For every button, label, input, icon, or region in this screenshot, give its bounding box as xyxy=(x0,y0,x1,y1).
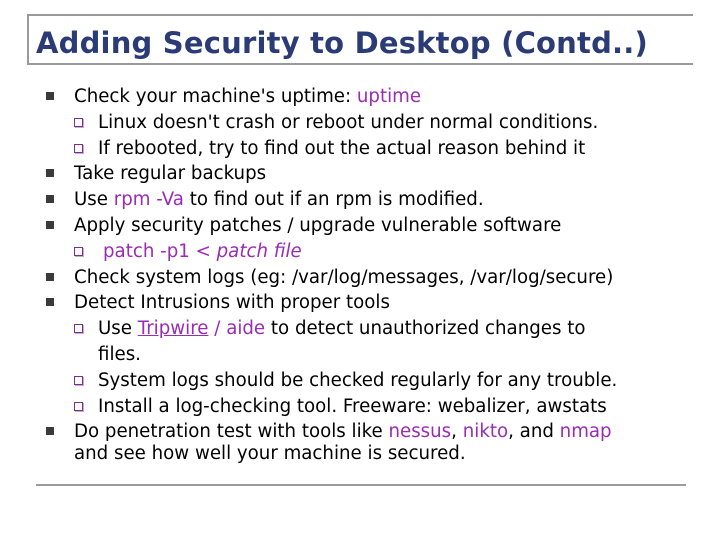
checkbox-bullet-icon xyxy=(74,247,83,256)
sub-bullet-text: Use xyxy=(98,318,138,340)
sub-bullet-patch-command xyxy=(0,239,720,265)
bullet-text: Check your machine's uptime: xyxy=(74,86,357,107)
sub-bullet-tripwire xyxy=(0,316,720,342)
bullet-penetration-test-continued xyxy=(0,441,720,467)
bottom-divider xyxy=(36,484,686,486)
bullet-patches xyxy=(0,213,720,239)
bullet-text: Detect Intrusions with proper tools xyxy=(74,292,390,314)
tripwire-link[interactable]: Tripwire xyxy=(137,318,209,340)
square-bullet-icon xyxy=(46,92,54,100)
command-patch: patch -p1 < xyxy=(103,240,217,262)
tool-nikto: nikto xyxy=(462,421,509,443)
bullet-text: Apply security patches / upgrade vulnerable software xyxy=(74,214,562,236)
checkbox-bullet-icon xyxy=(74,324,83,333)
sub-bullet-text: files. xyxy=(98,343,141,365)
sub-bullet-text: Install a log-checking tool. Freeware: webalizer, awstats xyxy=(98,395,607,417)
title-divider xyxy=(27,63,693,65)
sub-bullet-text: Linux doesn't crash or reboot under normal conditions. xyxy=(98,111,599,133)
square-bullet-icon xyxy=(46,195,54,203)
bullet-text: , xyxy=(451,421,463,443)
square-bullet-icon xyxy=(46,273,54,281)
checkbox-bullet-icon xyxy=(74,376,83,385)
bullet-text: Do penetration test with tools like xyxy=(74,421,389,443)
sub-bullet-no-crash xyxy=(0,110,720,136)
tool-nessus: nessus xyxy=(388,421,452,443)
sub-bullet-text: If rebooted, try to find out the actual reason behind it xyxy=(98,137,586,159)
command-uptime: uptime xyxy=(356,86,422,107)
checkbox-bullet-icon xyxy=(74,402,83,411)
tool-aide: aide xyxy=(226,318,266,340)
bullet-text: and see how well your machine is secured. xyxy=(74,443,466,465)
command-rpm-va: rpm -Va xyxy=(113,189,184,211)
command-patch-file: patch file xyxy=(216,240,302,262)
sub-bullet-log-tool xyxy=(0,394,720,420)
checkbox-bullet-icon xyxy=(74,144,83,153)
tool-nmap: nmap xyxy=(559,421,612,443)
frame-left-line xyxy=(27,14,29,64)
bullet-system-logs xyxy=(0,265,720,291)
bullet-text: Take regular backups xyxy=(74,163,267,185)
slide-title: Adding Security to Desktop (Contd..) xyxy=(36,26,648,60)
slide-body xyxy=(0,84,720,467)
bullet-uptime xyxy=(0,84,720,110)
bullet-text: Use xyxy=(74,189,114,211)
sub-bullet-check-logs xyxy=(0,368,720,394)
bullet-text: , and xyxy=(508,421,560,443)
sub-bullet-text: to detect unauthorized changes to xyxy=(265,318,586,340)
square-bullet-icon xyxy=(46,427,54,435)
bullet-text: Check system logs (eg: /var/log/messages, /var/log/secure) xyxy=(74,266,614,288)
bullet-text: to find out if an rpm is modified. xyxy=(183,189,484,211)
checkbox-bullet-icon xyxy=(74,118,83,127)
frame-top-line xyxy=(27,14,693,16)
bullet-rpm-verify xyxy=(0,187,720,213)
bullet-backups xyxy=(0,161,720,187)
square-bullet-icon xyxy=(46,298,54,306)
bullet-intrusions xyxy=(0,290,720,316)
tool-separator: / xyxy=(208,318,227,340)
square-bullet-icon xyxy=(46,169,54,177)
sub-bullet-tripwire-continued xyxy=(0,342,720,368)
sub-bullet-text: System logs should be checked regularly for any trouble. xyxy=(98,369,618,391)
sub-bullet-reboot-reason xyxy=(0,136,720,162)
square-bullet-icon xyxy=(46,221,54,229)
